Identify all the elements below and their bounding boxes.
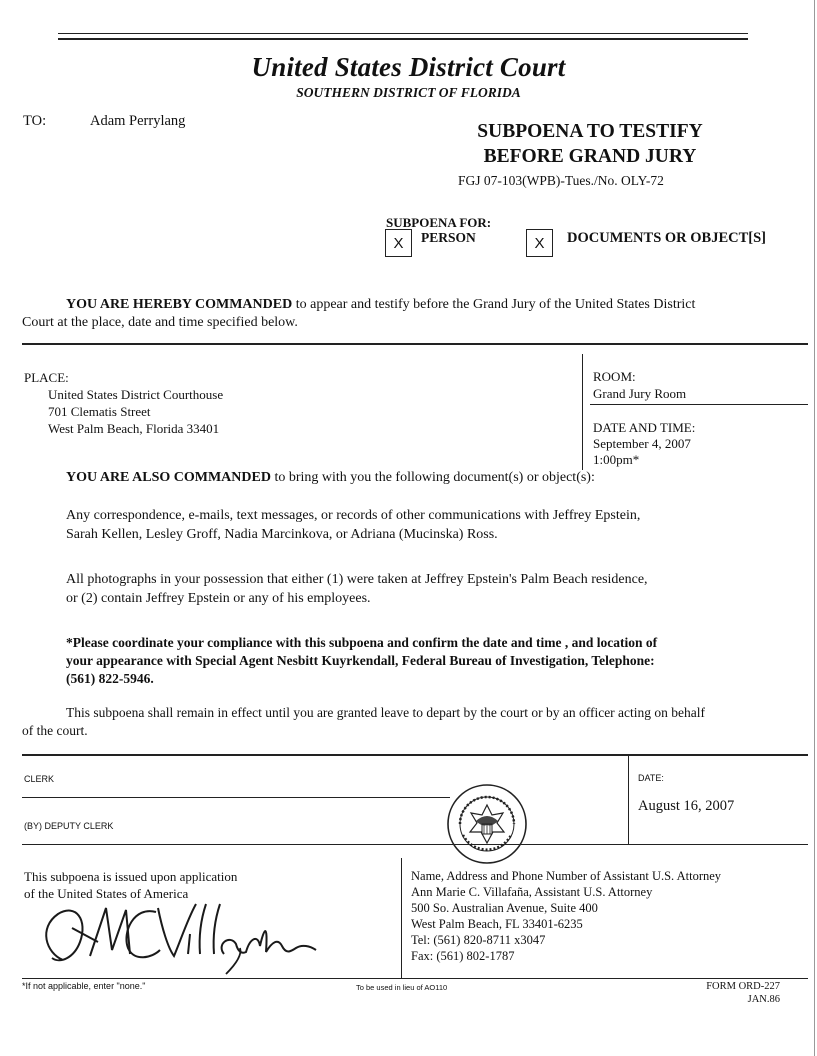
footer-form [672, 980, 780, 1006]
top-rule-lower [58, 38, 748, 40]
subpoena-for-label: SUBPOENA FOR: [386, 215, 492, 230]
command-bold: YOU ARE HEREBY COMMANDED [66, 297, 293, 312]
notice-line3: (561) 822-5946. [66, 671, 154, 686]
item-photographs [66, 570, 806, 608]
subpoena-title-line1: SUBPOENA TO TESTIFY [477, 121, 703, 142]
court-seal-icon [446, 783, 528, 865]
attorney-tel: Tel: (561) 820-8711 x3047 [411, 933, 546, 947]
effect-line2: of the court. [22, 723, 88, 738]
command-rest: to appear and testify before the Grand Jury of the United States District [292, 297, 696, 312]
effect-line1: This subpoena shall remain in effect until you are granted leave to depart by the court or by an officer acting on behalf [66, 705, 706, 720]
place-line2: 701 Clematis Street [48, 404, 151, 419]
date-label: DATE: [638, 773, 664, 783]
place-label: PLACE: [24, 370, 69, 385]
clerk-label: CLERK [24, 774, 55, 784]
notice-line1: *Please coordinate your compliance with this subpoena and confirm the date and time , and location of [66, 635, 658, 650]
issued-divider [401, 858, 402, 978]
footer-form-date: JAN.86 [747, 994, 780, 1005]
effect-paragraph [22, 704, 812, 740]
also-rest: to bring with you the following document(s) or object(s): [270, 470, 595, 485]
room-value: Grand Jury Room [593, 386, 687, 401]
also-bold: YOU ARE ALSO COMMANDED [66, 470, 271, 485]
aus-attorney-signature [28, 898, 318, 978]
item2-line2: or (2) contain Jeffrey Epstein or any of his employees. [66, 591, 371, 606]
item-correspondence [66, 506, 806, 544]
place-table-top-rule [22, 343, 808, 345]
attorney-block [411, 868, 721, 964]
room-label: ROOM: [593, 369, 636, 384]
district-subtitle: SOUTHERN DISTRICT OF FLORIDA [296, 85, 521, 100]
page-edge-rule [814, 0, 815, 1056]
attorney-fax: Fax: (561) 802-1787 [411, 949, 515, 963]
person-label: PERSON [421, 230, 476, 245]
clerk-bottom-rule [22, 844, 808, 845]
issued-block [24, 868, 237, 902]
notice-line2: your appearance with Special Agent Nesbitt Kuyrkendall, Federal Bureau of Investigation, Telephone: [66, 653, 655, 668]
clerk-date-divider [628, 756, 629, 844]
command-line2: Court at the place, date and time specified below. [22, 315, 298, 330]
attorney-name: Ann Marie C. Villafaña, Assistant U.S. Attorney [411, 885, 653, 899]
footer-rule [22, 978, 808, 979]
deputy-clerk-label: (BY) DEPUTY CLERK [24, 821, 114, 831]
documents-checkbox[interactable]: X [526, 229, 553, 257]
attorney-address1: 500 So. Australian Avenue, Suite 400 [411, 901, 598, 915]
attorney-address2: West Palm Beach, FL 33401-6235 [411, 917, 583, 931]
issued-line1: This subpoena is issued upon application [24, 869, 238, 884]
room-block [593, 368, 686, 402]
datetime-date: September 4, 2007 [593, 436, 691, 451]
command-line1 [22, 296, 802, 314]
documents-label: DOCUMENTS OR OBJECT[S] [567, 230, 766, 246]
court-title: United States District Court [251, 52, 566, 82]
to-label: TO: [23, 113, 47, 129]
datetime-block [593, 420, 695, 468]
issue-date: August 16, 2007 [638, 798, 735, 814]
item1-line1: Any correspondence, e-mails, text messages, or records of other communications with Jeffrey Epstein, [66, 508, 641, 523]
place-line1: United States District Courthouse [48, 387, 224, 402]
coordination-notice [66, 634, 806, 688]
clerk-table-top-rule [22, 754, 808, 756]
item2-line1: All photographs in your possession that either (1) were taken at Jeffrey Epstein's Palm Beach residence, [66, 572, 648, 587]
place-table-divider [582, 354, 583, 470]
command-paragraph [22, 296, 802, 332]
datetime-time: 1:00pm* [593, 452, 640, 467]
place-line3: West Palm Beach, Florida 33401 [48, 421, 220, 436]
recipient-name: Adam Perrylang [90, 113, 186, 129]
issued-line2: of the United States of America [24, 886, 189, 901]
attorney-heading: Name, Address and Phone Number of Assistant U.S. Attorney [411, 869, 722, 883]
footer-form-number: FORM ORD-227 [706, 981, 780, 992]
place-block [24, 369, 223, 437]
case-number: FGJ 07-103(WPB)-Tues./No. OLY-72 [458, 173, 664, 188]
clerk-middle-rule [22, 797, 450, 798]
item1-line2: Sarah Kellen, Lesley Groff, Nadia Marcinkova, or Adriana (Mucinska) Ross. [66, 527, 498, 542]
footer-note: *If not applicable, enter "none." [22, 981, 146, 991]
datetime-label: DATE AND TIME: [593, 420, 696, 435]
also-commanded [66, 469, 595, 487]
person-checkbox[interactable]: X [385, 229, 412, 257]
top-rule-upper [58, 33, 748, 34]
subpoena-title-line2: BEFORE GRAND JURY [483, 146, 697, 167]
room-underline [590, 404, 808, 405]
footer-middle: To be used in lieu of AO110 [356, 983, 448, 992]
subpoena-title [460, 119, 720, 169]
